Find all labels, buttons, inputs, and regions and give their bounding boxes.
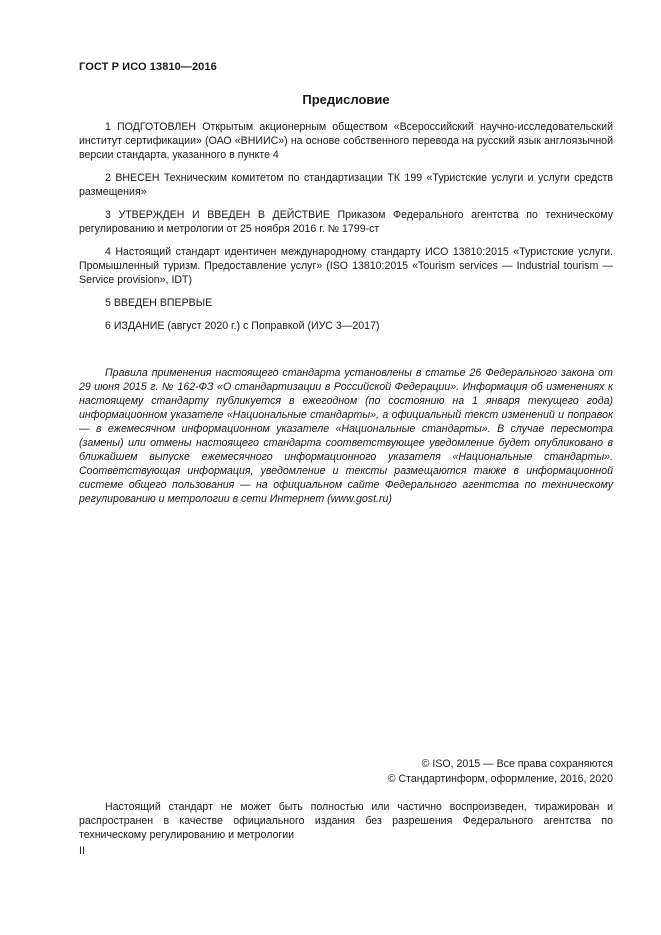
page-number: II xyxy=(79,845,85,857)
preface-item-3: 3 УТВЕРЖДЕН И ВВЕДЕН В ДЕЙСТВИЕ Приказом Федерального агентства по техническому регулированию и метрологии от 25 ноября 2016 г. № 1799-ст xyxy=(79,209,613,235)
preface-item-6: 6 ИЗДАНИЕ (август 2020 г.) с Поправкой (ИУС 3—2017) xyxy=(105,320,380,332)
standard-usage-notice: Правила применения настоящего стандарта установлены в статье 26 Федерального закона от 29 июня 2015 г. № 162-ФЗ «О стандартизации в Российской Федерации». Информация об изменениях к настоящему стандарту публикуется в ежегодном (по состоянию на 1 января текущего года) информационном указателе «Национальные стандарты», а официальный текст изменений и поправок — в ежемесячном информационном указателе «Национальные стандарты». В случае пересмотра (замены) или отмены настоящего стандарта соответствующее уведомление будет опубликовано в ближайшем выпуске ежемесячного информационного указателя «Национальные стандарты». Соответствующая информация, уведомление и тексты размещаются также в информационной системе общего пользования — на официальном сайте Федерального агентства по техническому регулированию и метрологии в сети Интернет (www.gost.ru) xyxy=(79,367,613,505)
reproduction-notice: Настоящий стандарт не может быть полностью или частично воспроизведен, тиражирован и распространен в качестве официального издания без разрешения Федерального агентства по техническому регулированию и метрологии xyxy=(79,801,613,841)
preface-items xyxy=(79,120,613,342)
copyright-block xyxy=(79,757,613,786)
preface-item-5: 5 ВВЕДЕН ВПЕРВЫЕ xyxy=(105,297,213,309)
preface-item-2: 2 ВНЕСЕН Техническим комитетом по стандартизации ТК 199 «Туристские услуги и услуги средств размещения» xyxy=(79,172,613,198)
document-code: ГОСТ Р ИСО 13810—2016 xyxy=(79,61,217,73)
preface-item-4: 4 Настоящий стандарт идентичен международному стандарту ИСО 13810:2015 «Туристские услуги. Промышленный туризм. Предоставление услуг» (ISO 13810:2015 «Tourism services — Industrial tourism — Service provision», IDT) xyxy=(79,246,613,286)
copyright-iso: © ISO, 2015 — Все права сохраняются xyxy=(421,758,613,770)
preface-item-1: 1 ПОДГОТОВЛЕН Открытым акционерным обществом «Всероссийский научно-исследовательский институт сертификации» (ОАО «ВНИИС») на основе собственного перевода на русский язык англоязычной версии стандарта, указанного в пункте 4 xyxy=(79,121,613,161)
preface-title: Предисловие xyxy=(302,92,390,107)
copyright-standartinform: © Стандартинформ, оформление, 2016, 2020 xyxy=(387,772,613,785)
